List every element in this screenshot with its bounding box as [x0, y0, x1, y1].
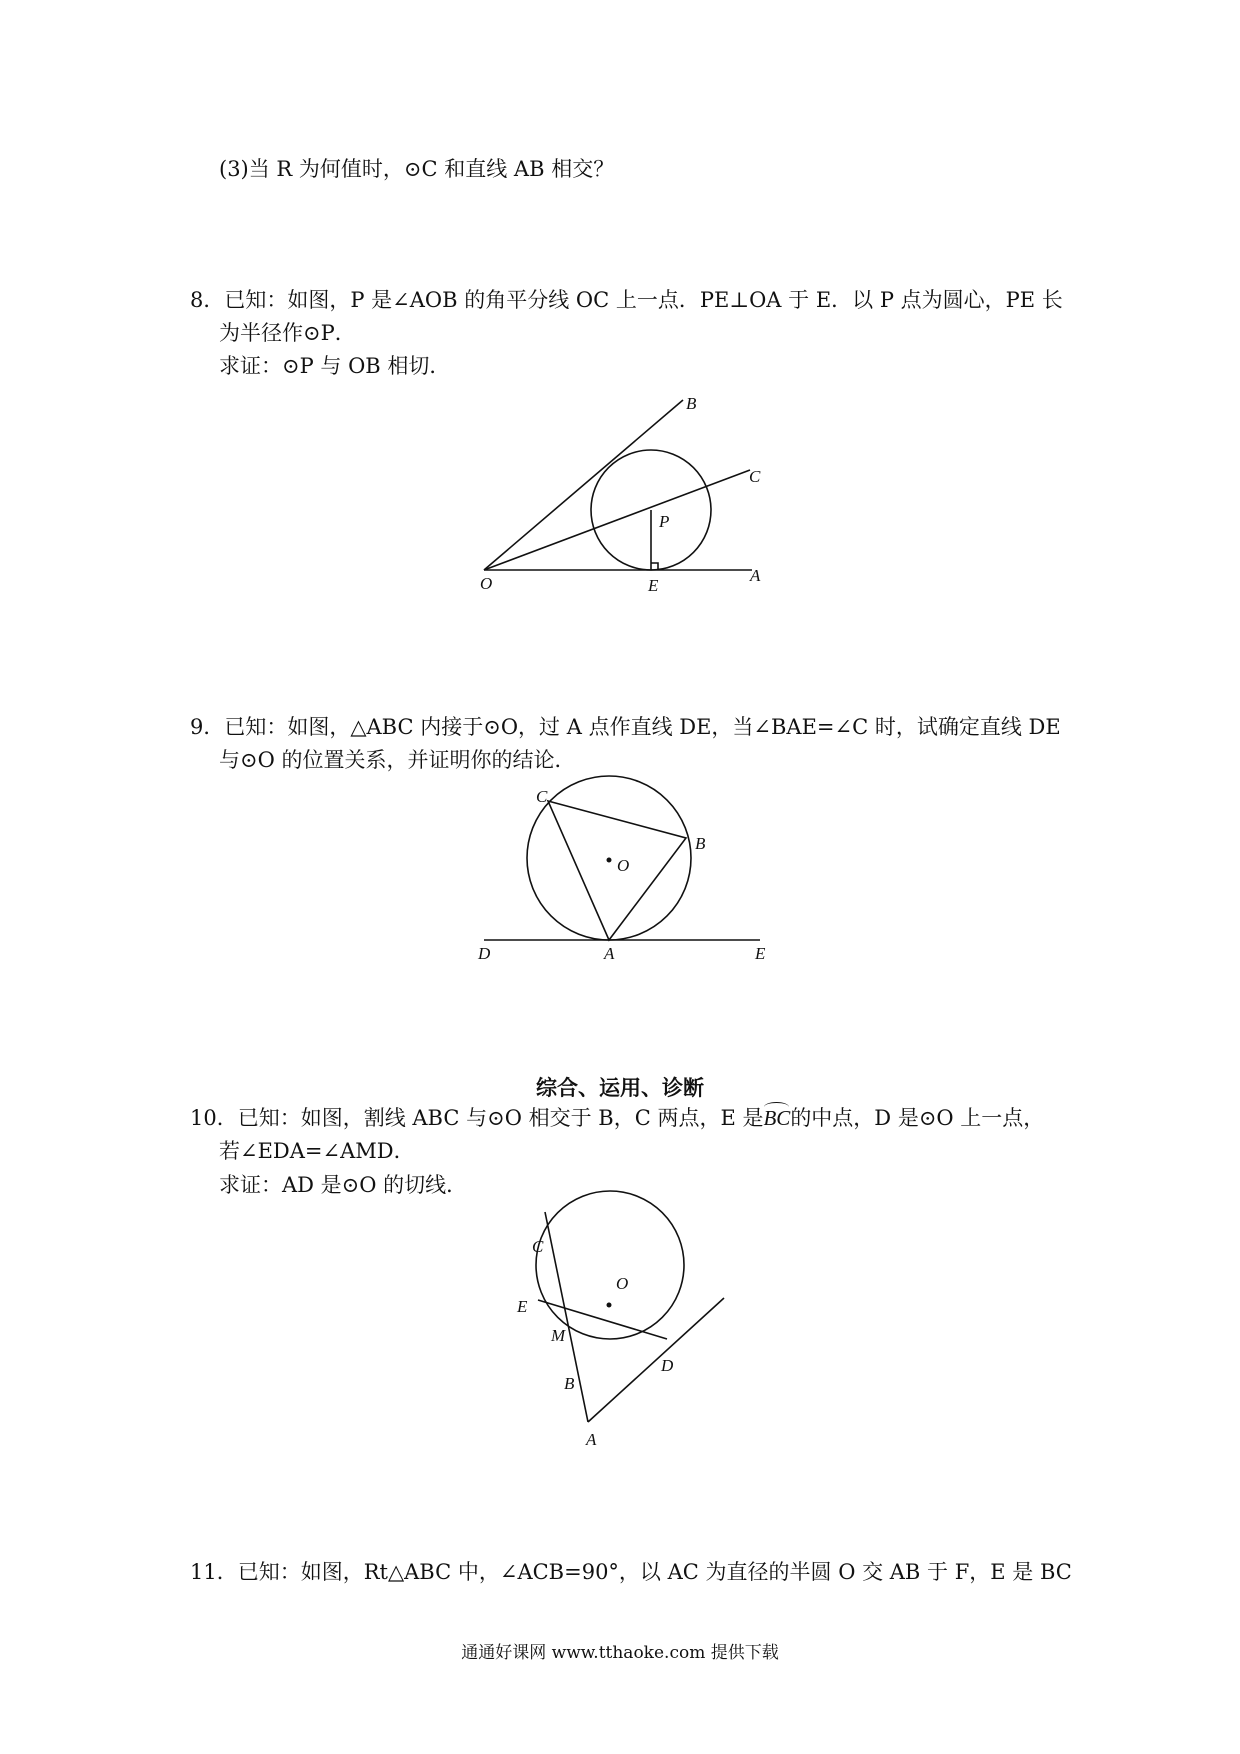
q9-line1: 9．已知：如图，△ABC 内接于⊙O，过 A 点作直线 DE，当∠BAE=∠C 时，试确定直线 DE — [190, 715, 1061, 739]
label-P: P — [659, 512, 670, 531]
q10-line1-start: 10．已知：如图，割线 ABC 与⊙O 相交于 B，C 两点，E 是 — [190, 1106, 764, 1130]
q9-line2: 与⊙O 的位置关系，并证明你的结论． — [219, 748, 576, 772]
label-B: B — [695, 834, 706, 853]
q8-prove: 求证：⊙P 与 OB 相切． — [219, 354, 451, 378]
label-A: A — [586, 1430, 597, 1449]
q11-line1: 11．已知：如图，Rt△ABC 中，∠ACB=90°，以 AC 为直径的半圆 O 交 AB 于 F，E 是 BC — [190, 1560, 1072, 1584]
q8-line1: 8．已知：如图，P 是∠AOB 的角平分线 OC 上一点．PE⊥OA 于 E．以 P 点为圆心，PE 长 — [190, 288, 1063, 312]
label-B: B — [686, 394, 697, 413]
arc-BC-notation: BC — [763, 1103, 790, 1133]
label-B: B — [564, 1374, 575, 1393]
label-M: M — [551, 1326, 566, 1345]
center-dot-O — [607, 1303, 612, 1308]
q10-line1-end: 的中点，D 是⊙O 上一点， — [790, 1106, 1045, 1130]
label-E: E — [648, 576, 659, 595]
label-O: O — [616, 1274, 629, 1293]
label-A: A — [604, 944, 615, 963]
footer-credit: 通通好课网 www.tthaoke.com 提供下载 — [461, 1643, 779, 1663]
circle-O — [536, 1191, 684, 1339]
label-C: C — [532, 1237, 544, 1256]
q10-prove: 求证：AD 是⊙O 的切线． — [219, 1173, 468, 1197]
label-D: D — [478, 944, 491, 963]
label-A: A — [750, 566, 761, 585]
label-C: C — [536, 787, 548, 806]
label-O: O — [480, 574, 493, 593]
label-E: E — [517, 1297, 528, 1316]
section-heading: 综合、运用、诊断 — [536, 1075, 704, 1100]
q7-part3-text: (3)当 R 为何值时，⊙C 和直线 AB 相交？ — [219, 157, 615, 181]
q10-line2: 若∠EDA=∠AMD． — [219, 1139, 415, 1163]
tangent-AD — [588, 1298, 724, 1422]
label-O: O — [617, 856, 630, 875]
q8-line2: 为半径作⊙P． — [219, 321, 356, 345]
label-E: E — [755, 944, 766, 963]
label-C: C — [749, 467, 761, 486]
label-D: D — [661, 1356, 674, 1375]
